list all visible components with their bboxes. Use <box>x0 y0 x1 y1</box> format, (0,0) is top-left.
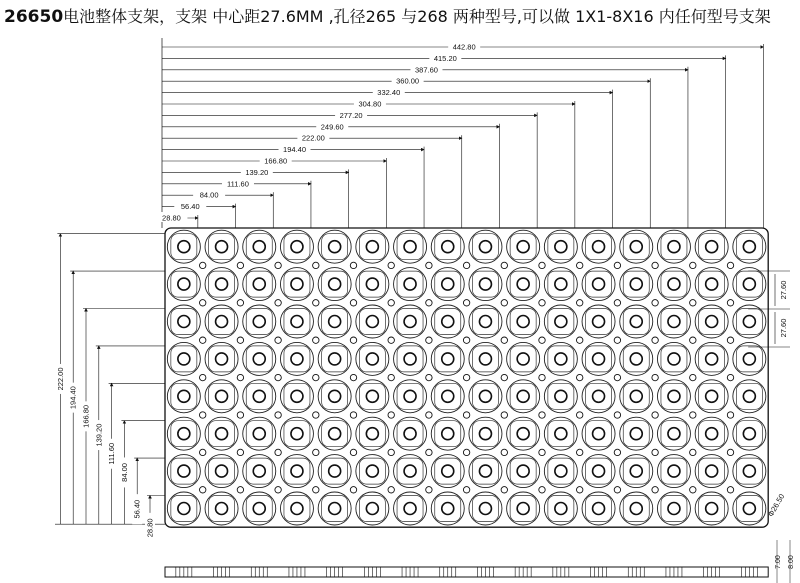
top-dimension-label: 332.40 <box>377 88 401 98</box>
cell-center-hole <box>404 353 416 365</box>
junction-hole <box>463 374 469 380</box>
cell-center-hole <box>743 316 755 328</box>
junction-hole <box>350 374 356 380</box>
cell-center-hole <box>442 316 454 328</box>
cell-center-hole <box>517 316 529 328</box>
cell-center-hole <box>178 390 190 402</box>
cell-center-hole <box>253 428 265 440</box>
cell-center-hole <box>743 503 755 515</box>
top-dimension-lines <box>155 38 763 228</box>
junction-hole <box>690 412 696 418</box>
cell-center-hole <box>442 465 454 477</box>
cell-center-hole <box>442 503 454 515</box>
cell-center-hole <box>517 503 529 515</box>
cell-center-hole <box>291 316 303 328</box>
top-dimension-label: 28.80 <box>162 213 181 223</box>
junction-hole <box>237 412 243 418</box>
top-dimension-label: 442.80 <box>452 42 476 52</box>
hole-diameter-label: Φ26.50 <box>766 492 787 519</box>
junction-hole <box>727 487 733 493</box>
junction-hole <box>426 487 432 493</box>
cell-center-hole <box>555 278 567 290</box>
side-dimension-label: 8.00 <box>788 555 795 569</box>
junction-hole <box>463 262 469 268</box>
junction-hole <box>501 374 507 380</box>
cell-center-hole <box>329 353 341 365</box>
cell-center-hole <box>178 353 190 365</box>
cell-center-hole <box>366 353 378 365</box>
cell-center-hole <box>593 278 605 290</box>
cell-center-hole <box>668 503 680 515</box>
cell-center-hole <box>216 390 228 402</box>
cell-center-hole <box>253 316 265 328</box>
cell-center-hole <box>706 316 718 328</box>
cell-center-hole <box>329 241 341 253</box>
junction-hole <box>501 487 507 493</box>
cell-center-hole <box>668 241 680 253</box>
cell-center-hole <box>630 241 642 253</box>
junction-hole <box>313 337 319 343</box>
cell-center-hole <box>253 353 265 365</box>
junction-hole <box>275 487 281 493</box>
cell-center-hole <box>555 241 567 253</box>
junction-hole <box>727 412 733 418</box>
cell-center-hole <box>216 278 228 290</box>
cell-center-hole <box>517 353 529 365</box>
left-dimension-label: 194.40 <box>68 386 78 410</box>
cell-center-hole <box>404 278 416 290</box>
junction-hole <box>237 300 243 306</box>
junction-hole <box>690 449 696 455</box>
cell-center-hole <box>479 390 491 402</box>
junction-hole <box>539 300 545 306</box>
junction-hole <box>614 262 620 268</box>
junction-hole <box>388 449 394 455</box>
cell-center-hole <box>253 465 265 477</box>
cell-center-hole <box>517 428 529 440</box>
junction-hole <box>463 337 469 343</box>
top-dimension-label: 387.60 <box>414 65 438 75</box>
cell-center-hole <box>291 503 303 515</box>
cell-center-hole <box>517 278 529 290</box>
junction-hole <box>350 300 356 306</box>
junction-hole <box>275 374 281 380</box>
junction-hole <box>614 337 620 343</box>
cell-center-hole <box>517 390 529 402</box>
cell-center-hole <box>442 390 454 402</box>
cell-center-hole <box>442 428 454 440</box>
junction-hole <box>426 300 432 306</box>
left-dimension-label: 56.40 <box>132 499 142 519</box>
junction-hole <box>275 412 281 418</box>
left-dimension-label: 166.80 <box>81 404 91 428</box>
junction-hole <box>388 374 394 380</box>
junction-hole <box>577 262 583 268</box>
junction-hole <box>652 374 658 380</box>
cell-center-hole <box>668 390 680 402</box>
cell-center-hole <box>366 503 378 515</box>
cell-center-hole <box>366 278 378 290</box>
junction-hole <box>275 449 281 455</box>
cell-center-hole <box>329 278 341 290</box>
cell-center-hole <box>593 503 605 515</box>
junction-hole <box>577 300 583 306</box>
cell-center-hole <box>630 503 642 515</box>
junction-hole <box>652 487 658 493</box>
junction-hole <box>690 300 696 306</box>
junction-hole <box>614 300 620 306</box>
cell-center-hole <box>291 241 303 253</box>
junction-hole <box>463 449 469 455</box>
cell-center-hole <box>555 503 567 515</box>
cell-center-hole <box>706 278 718 290</box>
junction-hole <box>275 262 281 268</box>
cell-center-hole <box>706 503 718 515</box>
cell-center-hole <box>404 316 416 328</box>
cell-center-hole <box>593 316 605 328</box>
cell-center-hole <box>517 241 529 253</box>
top-dimension-label: 277.20 <box>339 110 363 120</box>
cell-center-hole <box>743 353 755 365</box>
junction-hole <box>577 374 583 380</box>
cell-center-hole <box>178 316 190 328</box>
cell-center-hole <box>593 428 605 440</box>
cell-center-hole <box>517 465 529 477</box>
cell-center-hole <box>404 465 416 477</box>
cell-center-hole <box>291 278 303 290</box>
cell-center-hole <box>216 428 228 440</box>
cell-center-hole <box>479 316 491 328</box>
junction-hole <box>388 300 394 306</box>
junction-hole <box>350 412 356 418</box>
junction-hole <box>313 300 319 306</box>
junction-hole <box>350 262 356 268</box>
side-dimension-label: 7.00 <box>775 555 782 569</box>
cell-center-hole <box>668 428 680 440</box>
cell-center-hole <box>366 465 378 477</box>
junction-hole <box>350 449 356 455</box>
junction-hole <box>614 487 620 493</box>
junction-hole <box>350 487 356 493</box>
junction-hole <box>539 374 545 380</box>
junction-hole <box>426 262 432 268</box>
cell-center-hole <box>178 503 190 515</box>
top-dimension-label: 84.00 <box>199 190 219 200</box>
cell-center-hole <box>630 278 642 290</box>
junction-hole <box>426 337 432 343</box>
junction-hole <box>614 374 620 380</box>
left-dimension-lines <box>55 234 165 543</box>
cell-center-hole <box>743 428 755 440</box>
cell-center-hole <box>630 390 642 402</box>
junction-hole <box>690 337 696 343</box>
junction-hole <box>652 337 658 343</box>
junction-hole <box>577 487 583 493</box>
junction-hole <box>463 487 469 493</box>
junction-hole <box>426 412 432 418</box>
cell-center-hole <box>630 353 642 365</box>
cell-center-hole <box>291 465 303 477</box>
junction-hole <box>237 262 243 268</box>
junction-hole <box>388 487 394 493</box>
cell-center-hole <box>253 390 265 402</box>
junction-hole <box>275 300 281 306</box>
left-dimension-label: 222.00 <box>55 367 65 391</box>
junction-hole <box>237 449 243 455</box>
junction-hole <box>539 262 545 268</box>
cell-center-hole <box>442 241 454 253</box>
top-dimension-label: 222.00 <box>301 133 325 143</box>
junction-hole <box>388 337 394 343</box>
junction-hole <box>690 374 696 380</box>
top-dimension-label: 415.20 <box>433 53 457 63</box>
junction-hole <box>727 449 733 455</box>
junction-hole <box>237 337 243 343</box>
cell-center-hole <box>329 465 341 477</box>
junction-hole <box>539 487 545 493</box>
junction-hole <box>577 449 583 455</box>
cell-center-hole <box>291 390 303 402</box>
junction-hole <box>463 412 469 418</box>
junction-hole <box>313 262 319 268</box>
cell-center-hole <box>253 278 265 290</box>
junction-hole <box>690 487 696 493</box>
cell-center-hole <box>743 241 755 253</box>
cell-center-hole <box>743 390 755 402</box>
top-dimension-label: 249.60 <box>320 122 344 132</box>
cell-center-hole <box>743 278 755 290</box>
junction-hole <box>727 374 733 380</box>
left-dimension-label: 111.60 <box>107 442 117 465</box>
top-dimension-label: 166.80 <box>264 156 288 166</box>
cell-center-hole <box>479 241 491 253</box>
cell-center-hole <box>253 503 265 515</box>
cell-center-hole <box>178 278 190 290</box>
cell-center-hole <box>366 316 378 328</box>
junction-hole <box>388 412 394 418</box>
cell-center-hole <box>329 428 341 440</box>
cell-center-hole <box>555 428 567 440</box>
cell-center-hole <box>291 353 303 365</box>
junction-hole <box>313 487 319 493</box>
junction-hole <box>539 337 545 343</box>
junction-hole <box>690 262 696 268</box>
cell-center-hole <box>404 390 416 402</box>
cell-center-hole <box>555 465 567 477</box>
junction-hole <box>577 412 583 418</box>
side-view <box>165 540 795 583</box>
right-dimension-label: 27.60 <box>779 280 788 300</box>
cell-center-hole <box>668 278 680 290</box>
cell-center-hole <box>668 316 680 328</box>
cell-center-hole <box>706 241 718 253</box>
junction-hole <box>350 337 356 343</box>
junction-hole <box>200 374 206 380</box>
junction-hole <box>200 262 206 268</box>
junction-hole <box>727 300 733 306</box>
junction-hole <box>426 374 432 380</box>
junction-hole <box>501 337 507 343</box>
cell-center-hole <box>479 428 491 440</box>
cell-center-hole <box>706 428 718 440</box>
title-model: 26650 <box>4 7 64 27</box>
top-dimension-label: 194.40 <box>283 145 307 155</box>
top-dimension-label: 139.20 <box>245 167 269 177</box>
junction-hole <box>652 412 658 418</box>
cell-center-hole <box>329 316 341 328</box>
junction-hole <box>501 262 507 268</box>
top-dimension-label: 304.80 <box>358 99 382 109</box>
cell-center-hole <box>668 353 680 365</box>
cell-center-hole <box>668 465 680 477</box>
cell-center-hole <box>178 241 190 253</box>
cell-center-hole <box>630 316 642 328</box>
left-dimension-label: 28.80 <box>145 518 155 538</box>
cell-center-hole <box>404 428 416 440</box>
junction-hole <box>200 449 206 455</box>
junction-hole <box>577 337 583 343</box>
junction-hole <box>652 300 658 306</box>
junction-hole <box>501 449 507 455</box>
junction-hole <box>200 487 206 493</box>
junction-hole <box>200 300 206 306</box>
cell-center-hole <box>216 241 228 253</box>
junction-hole <box>313 449 319 455</box>
junction-hole <box>200 337 206 343</box>
junction-hole <box>727 262 733 268</box>
junction-hole <box>200 412 206 418</box>
cell-center-hole <box>366 241 378 253</box>
junction-hole <box>313 412 319 418</box>
battery-holder-grid <box>165 228 786 527</box>
junction-hole <box>539 449 545 455</box>
junction-hole <box>652 262 658 268</box>
junction-hole <box>313 374 319 380</box>
cell-center-hole <box>479 503 491 515</box>
cell-center-hole <box>216 465 228 477</box>
junction-hole <box>463 300 469 306</box>
top-dimension-label: 111.60 <box>227 179 249 189</box>
junction-hole <box>501 300 507 306</box>
top-dimension-label: 56.40 <box>180 202 200 212</box>
right-dimension-label: 27.60 <box>779 318 788 338</box>
cell-center-hole <box>706 465 718 477</box>
cell-center-hole <box>178 428 190 440</box>
cell-center-hole <box>216 316 228 328</box>
cell-center-hole <box>706 353 718 365</box>
cell-center-hole <box>216 353 228 365</box>
cell-center-hole <box>329 390 341 402</box>
cell-center-hole <box>555 353 567 365</box>
cell-center-hole <box>479 278 491 290</box>
cell-center-hole <box>479 353 491 365</box>
cell-center-hole <box>404 503 416 515</box>
cell-center-hole <box>178 465 190 477</box>
cell-center-hole <box>366 428 378 440</box>
junction-hole <box>237 374 243 380</box>
junction-hole <box>614 449 620 455</box>
cell-center-hole <box>216 503 228 515</box>
cell-center-hole <box>253 241 265 253</box>
junction-hole <box>388 262 394 268</box>
cell-center-hole <box>593 390 605 402</box>
junction-hole <box>275 337 281 343</box>
cell-center-hole <box>442 353 454 365</box>
cell-center-hole <box>593 241 605 253</box>
cell-center-hole <box>366 390 378 402</box>
top-dimension-label: 360.00 <box>396 76 420 86</box>
junction-hole <box>614 412 620 418</box>
junction-hole <box>237 487 243 493</box>
cell-center-hole <box>593 353 605 365</box>
cell-center-hole <box>593 465 605 477</box>
cell-center-hole <box>329 503 341 515</box>
junction-hole <box>501 412 507 418</box>
junction-hole <box>727 337 733 343</box>
junction-hole <box>426 449 432 455</box>
cell-center-hole <box>442 278 454 290</box>
cell-center-hole <box>291 428 303 440</box>
junction-hole <box>539 412 545 418</box>
junction-hole <box>652 449 658 455</box>
left-dimension-label: 84.00 <box>119 463 129 482</box>
cell-center-hole <box>630 428 642 440</box>
cell-center-hole <box>404 241 416 253</box>
cell-center-hole <box>630 465 642 477</box>
cell-center-hole <box>555 316 567 328</box>
cell-center-hole <box>743 465 755 477</box>
cell-center-hole <box>706 390 718 402</box>
cell-center-hole <box>555 390 567 402</box>
title-description: 电池整体支架，支架 中心距27.6MM ,孔径265 与268 两种型号,可以做 1X1-8X16 内任何型号支架 <box>63 7 771 26</box>
cell-center-hole <box>479 465 491 477</box>
left-dimension-label: 139.20 <box>94 423 104 447</box>
